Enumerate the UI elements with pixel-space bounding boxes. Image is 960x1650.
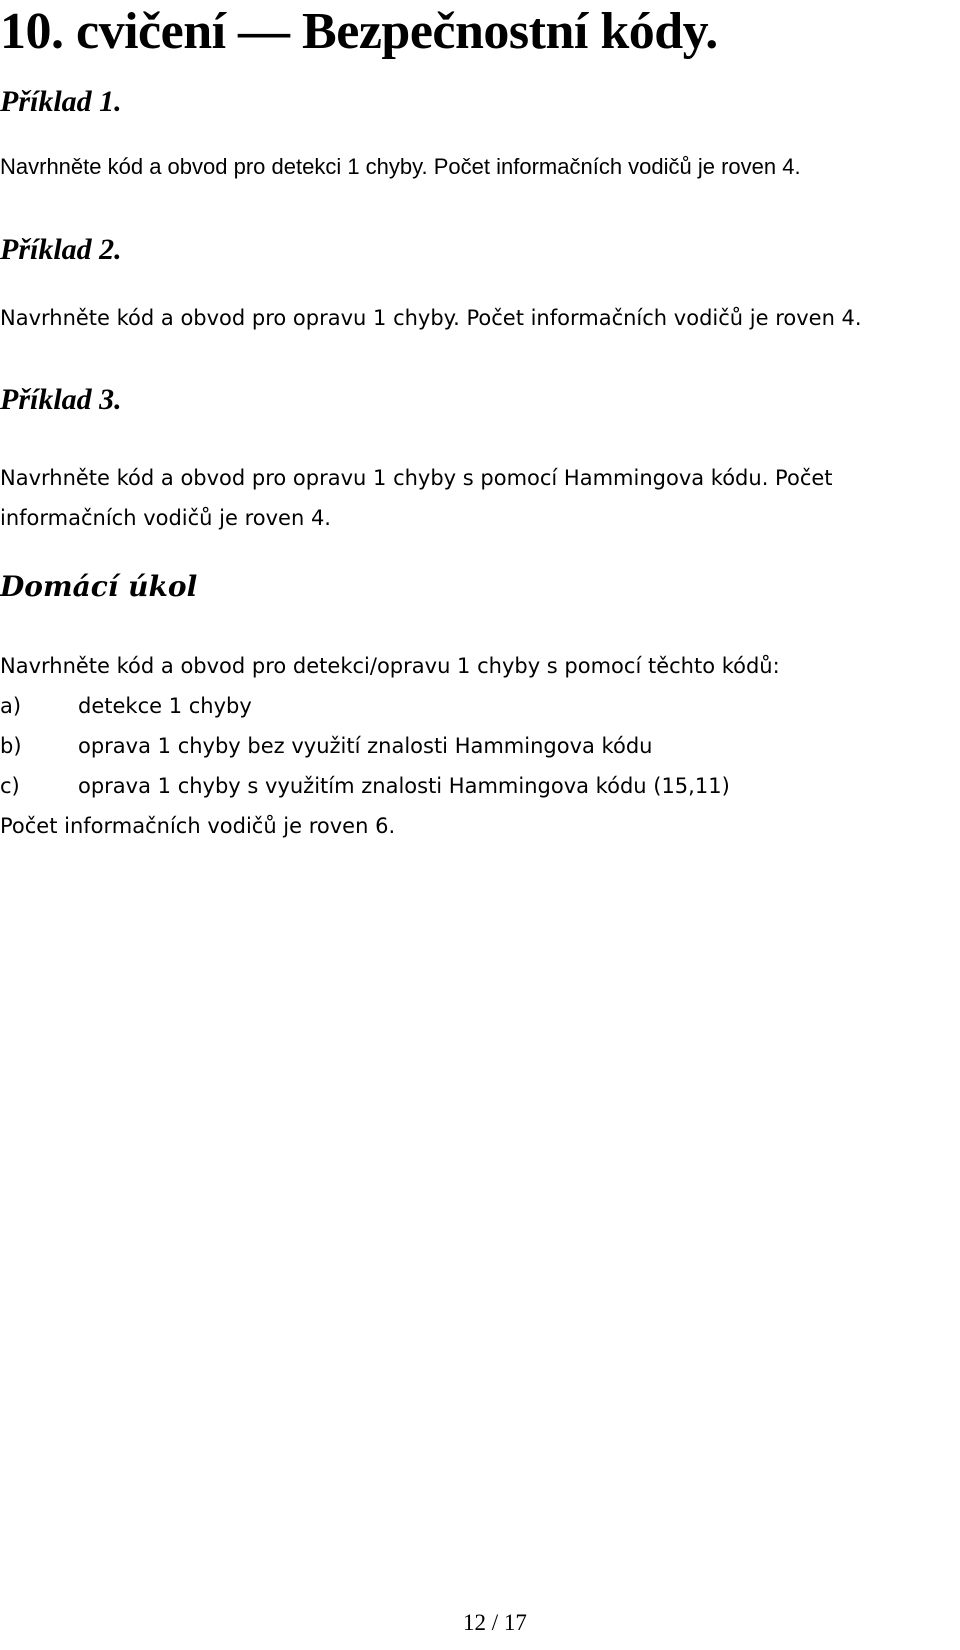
page-number: 12 / 17 — [463, 1610, 527, 1635]
page-title: 10. cvičení — Bezpečnostní kódy. — [0, 3, 718, 60]
homework-list-item — [0, 731, 960, 761]
list-item-text: detekce 1 chyby — [78, 694, 252, 718]
example-3-text-line-1: Navrhněte kód a obvod pro opravu 1 chyby s pomocí Hammingova kódu. Počet — [0, 466, 833, 490]
list-item-marker: a) — [0, 694, 22, 718]
list-item-marker: b) — [0, 734, 22, 758]
example-3-heading: Příklad 3. — [0, 383, 122, 416]
example-2-heading: Příklad 2. — [0, 233, 122, 266]
example-2-text: Navrhněte kód a obvod pro opravu 1 chyby. Počet informačních vodičů je roven 4. — [0, 306, 862, 330]
example-3-text-line-2: informačních vodičů je roven 4. — [0, 506, 331, 530]
homework-list-item — [0, 771, 960, 801]
example-1-heading: Příklad 1. — [0, 85, 122, 118]
homework-closing: Počet informačních vodičů je roven 6. — [0, 814, 396, 838]
homework-heading: Domácí úkol — [0, 570, 198, 603]
homework-list-item — [0, 691, 960, 721]
list-item-marker: c) — [0, 774, 20, 798]
homework-intro: Navrhněte kód a obvod pro detekci/opravu 1 chyby s pomocí těchto kódů: — [0, 654, 780, 678]
example-1-text: Navrhněte kód a obvod pro detekci 1 chyby. Počet informačních vodičů je roven 4. — [0, 154, 801, 179]
list-item-text: oprava 1 chyby s využitím znalosti Hammingova kódu (15,11) — [78, 774, 730, 798]
list-item-text: oprava 1 chyby bez využití znalosti Hammingova kódu — [78, 734, 653, 758]
